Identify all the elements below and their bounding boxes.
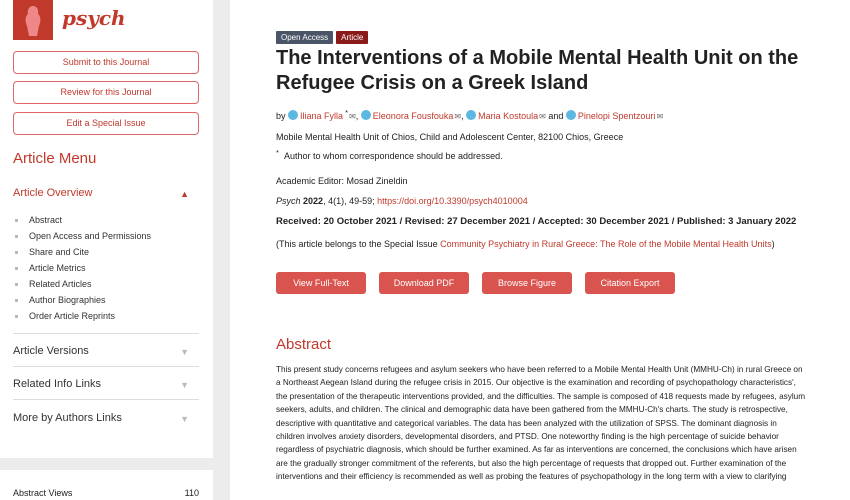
more-by-authors-toggle[interactable]: More by Authors Links ▼ (13, 412, 189, 424)
citation: Psych 2022, 4(1), 49-59; https://doi.org/10.3390/psych4010004 (276, 196, 528, 206)
bullet-icon (15, 283, 18, 286)
citation-export-button[interactable]: Citation Export (585, 272, 675, 294)
special-issue-note: (This article belongs to the Special Issue Community Psychiatry in Rural Greece: The Role of the Mobile Mental Health Units) (276, 239, 775, 249)
overview-list (15, 212, 205, 324)
abstract-heading: Abstract (276, 336, 332, 353)
email-icon[interactable]: ✉ (539, 112, 546, 121)
divider (13, 366, 199, 367)
chevron-down-icon: ▼ (180, 380, 189, 390)
doi-link[interactable]: https://doi.org/10.3390/psych4010004 (377, 196, 528, 206)
article-title: The Interventions of a Mobile Mental Health Unit on the Refugee Crisis on a Greek Island (276, 47, 799, 94)
affiliation: Mobile Mental Health Unit of Chios, Child and Adolescent Center, 82100 Chios, Greece (276, 132, 624, 142)
article-type-badge: Article (336, 31, 368, 44)
article-versions-toggle[interactable]: Article Versions ▼ (13, 345, 189, 357)
list-item[interactable]: Share and Cite (15, 244, 205, 260)
list-item[interactable]: Order Article Reprints (15, 308, 205, 324)
author-profile-icon (288, 110, 298, 120)
author-profile-icon (566, 110, 576, 120)
email-icon[interactable]: ✉ (454, 112, 462, 121)
edit-special-issue-button[interactable]: Edit a Special Issue (13, 112, 199, 135)
sidebar (0, 0, 213, 500)
journal-name[interactable]: psych (62, 6, 126, 30)
abstract-views: Abstract Views 110 (13, 488, 199, 498)
badges (276, 31, 368, 44)
bullet-icon (15, 315, 18, 318)
author-link[interactable]: Pinelopi Spentzouri (577, 111, 656, 121)
open-access-badge: Open Access (276, 31, 333, 44)
author-list: by Iliana Fylla *✉, Eleonora Fousfouka✉, Maria Kostoula✉ and Pinelopi Spentzouri✉ (276, 108, 664, 121)
author-link[interactable]: Maria Kostoula (478, 111, 539, 121)
list-item[interactable]: Author Biographies (15, 292, 205, 308)
action-buttons (276, 272, 675, 294)
special-issue-link[interactable]: Community Psychiatry in Rural Greece: The Role of the Mobile Mental Health Units (440, 239, 772, 249)
article-menu-title: Article Menu (13, 150, 97, 167)
author-profile-icon (466, 110, 476, 120)
article-overview-toggle[interactable] (13, 187, 199, 199)
abstract-views-count: 110 (184, 488, 199, 498)
review-journal-button[interactable]: Review for this Journal (13, 81, 199, 104)
bullet-icon (15, 251, 18, 254)
author-link[interactable]: Iliana Fylla (300, 111, 344, 121)
chevron-down-icon: ▼ (180, 347, 189, 357)
list-item[interactable]: Article Metrics (15, 260, 205, 276)
sidebar-gap (0, 458, 213, 470)
download-pdf-button[interactable]: Download PDF (379, 272, 469, 294)
author-profile-icon (361, 110, 371, 120)
bullet-icon (15, 235, 18, 238)
article-overview-label: Article Overview (13, 187, 93, 199)
divider (13, 399, 199, 400)
bullet-icon (15, 267, 18, 270)
view-full-text-button[interactable]: View Full-Text (276, 272, 366, 294)
email-icon[interactable]: ✉ (656, 112, 664, 121)
related-info-toggle[interactable]: Related Info Links ▼ (13, 378, 189, 390)
author-link[interactable]: Eleonora Fousfouka (372, 111, 454, 121)
chevron-up-icon: ▲ (180, 189, 189, 199)
publication-dates: Received: 20 October 2021 / Revised: 27 December 2021 / Accepted: 30 December 2021 / Published: 3 January 2022 (276, 216, 797, 227)
bullet-icon (15, 299, 18, 302)
divider (13, 333, 199, 334)
journal-logo[interactable] (13, 0, 53, 40)
list-item[interactable]: Related Articles (15, 276, 205, 292)
email-icon[interactable]: ✉ (349, 112, 356, 121)
list-item[interactable]: Open Access and Permissions (15, 228, 205, 244)
academic-editor: Academic Editor: Mosad Zineldin (276, 176, 408, 186)
abstract-text: This present study concerns refugees and asylum seekers who have been referred to a Mobile Mental Health Unit (MMHU-Ch) in rural Greece on a Northeast Aegean Island during the refugee crisis in 2015. Our objective is the examination and recording of psychopathology characteristics', the presentation of the therapeutic interventions provided, and the difficulties. The sample is composed of 418 requests made by refugees, asylum seekers, adults, and children. The clinical and demographic data have been gathered from the MMHU-Ch's charts. The study is retrospective, descriptive with quantitative and categorical variables. The data has been analyzed with the utilization of SPSS. The dominant diagnosis in children involves anxiety disorders, developmental disorders, and PTSD. One noteworthy finding is the high percentage of suicide behavior regardless of psychiatric diagnosis, which should be further examined. As far as interventions are concerned, the conclusions which have arisen are the gradually stronger commitment of the referents, but also the high percentage of requests that dropped out. Further examination of the interventions and their efficiency is recommended as well as probing the features of psychopathology in the long term with a view to clarifying (276, 365, 806, 482)
browse-figure-button[interactable]: Browse Figure (482, 272, 572, 294)
article-main (230, 0, 850, 500)
chevron-down-icon: ▼ (180, 414, 189, 424)
submit-journal-button[interactable]: Submit to this Journal (13, 51, 199, 74)
bullet-icon (15, 219, 18, 222)
list-item[interactable]: Abstract (15, 212, 205, 228)
correspondence-note: * Author to whom correspondence should be addressed. (276, 148, 503, 161)
